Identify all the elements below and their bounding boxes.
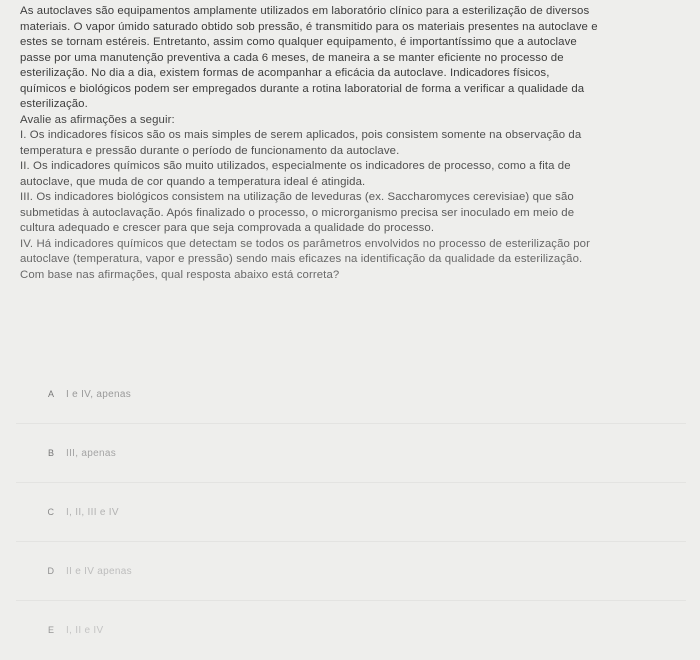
option-text: I, II e IV: [66, 624, 104, 636]
statement-iii-line: cultura adequado e crescer para que seja comprovada a qualidade do processo.: [20, 222, 435, 234]
question-final: Com base nas afirmações, qual resposta abaixo está correta?: [20, 268, 340, 281]
question-intro-line: químicos e biológicos podem ser empregados durante a rotina laboratorial de forma a verificar a qualidade da: [20, 82, 585, 95]
option-text: I e IV, apenas: [66, 388, 131, 400]
statement-iii-line: submetidas à autoclavação. Após finalizado o processo, o microrganismo precisa ser inoculado em meio de: [20, 206, 575, 219]
statement-i-line: I. Os indicadores físicos são os mais simples de serem aplicados, pois consistem somente na observação da: [20, 129, 582, 141]
question-intro-line: materiais. O vapor úmido saturado obtido sob pressão, é transmitido para os materiais presentes na autoclave e: [20, 20, 598, 33]
statement-iv-line: autoclave (temperatura, vapor e pressão) sendo mais eficazes na identificação da qualidade da esterilização.: [20, 253, 583, 265]
option-e[interactable]: [16, 600, 686, 659]
answer-options: [16, 365, 686, 659]
question-intro-line: estes se tornam estéreis. Entretanto, assim como qualquer equipamento, é importantíssimo que a autoclave: [20, 36, 577, 48]
statement-i-line: temperatura e pressão durante o período de funcionamento da autoclave.: [20, 144, 400, 157]
option-text: II e IV apenas: [66, 565, 132, 577]
option-c[interactable]: [16, 482, 686, 541]
option-d[interactable]: [16, 541, 686, 600]
question-intro-line: esterilização.: [20, 98, 88, 110]
statement-iv-line: IV. Há indicadores químicos que detectam se todos os parâmetros envolvidos no processo de esterilização por: [20, 237, 590, 250]
statement-ii-line: II. Os indicadores químicos são muito utilizados, especialmente os indicadores de processo, como a fita de: [20, 160, 571, 172]
statement-ii-line: autoclave, que muda de cor quando a temperatura ideal é atingida.: [20, 175, 366, 188]
option-a[interactable]: [16, 365, 686, 423]
option-letter: D: [47, 566, 54, 576]
question-intro-line: As autoclaves são equipamentos amplamente utilizados em laboratório clínico para a esterilização de diversos: [20, 5, 590, 17]
option-letter: C: [47, 507, 54, 517]
option-text: III, apenas: [66, 447, 116, 459]
question-intro-line: esterilização. No dia a dia, existem formas de acompanhar a eficácia da autoclave. Indicadores físicos,: [20, 67, 550, 79]
option-letter: B: [47, 448, 54, 458]
question-block: [20, 4, 692, 283]
option-text: I, II, III e IV: [66, 506, 119, 518]
option-letter: E: [47, 625, 54, 635]
option-b[interactable]: [16, 423, 686, 482]
question-prompt: Avalie as afirmações a seguir:: [20, 113, 175, 126]
statement-iii-line: III. Os indicadores biológicos consistem na utilização de leveduras (ex. Saccharomyces cerevisiae) que são: [20, 191, 574, 203]
option-letter: A: [47, 389, 54, 399]
question-intro-line: passe por uma manutenção preventiva a cada 6 meses, de maneira a se manter eficiente no processo de: [20, 51, 564, 64]
